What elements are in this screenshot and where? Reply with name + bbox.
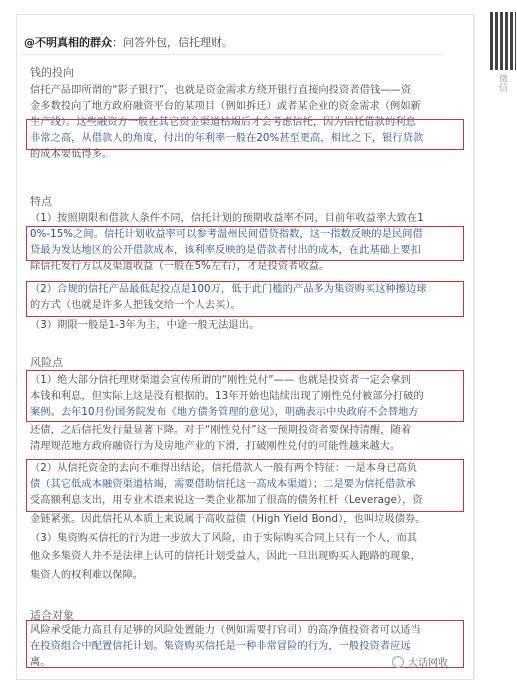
paragraph-line: （3）集资购买信托的行为进一步放大了风险，由于实际购买合同上只有一个人，而其 [30, 533, 418, 544]
paragraph-line: 信托产品即所谓的“影子银行”，也就是资金需求方绕开银行直接向投资者借钱——资 [30, 85, 412, 96]
paragraph-line: 清理规范地方政府融资行为及房地产业的下滑，打破刚性兑付的可能性越来越大。 [30, 441, 401, 452]
author-bio: ：问答外包，信托理财。 [112, 36, 233, 49]
answer-header [24, 34, 233, 50]
paragraph-line: 债（其它低成本融资渠道枯竭，需要借助信托这一高成本渠道）；二是要为信托借款承 [30, 479, 416, 490]
paragraph-line: 在投资组合中配置信托计划。集资购买信托是一种非常冒险的行为，一般投资者应远 [30, 641, 411, 652]
highlight-box [26, 281, 464, 317]
author-name[interactable]: @不明真相的群众 [24, 36, 112, 49]
paragraph-line: 除信托发行方以及渠道收益（一般在5%左右），才是投资者收益。 [30, 261, 330, 272]
paragraph-line: （3）期限一般是1-3年为主，中途一般无法退出。 [30, 320, 260, 331]
section-title-suitable: 适合对象 [30, 609, 74, 622]
paragraph-line: 本钱和利息，但实际上这是没有根据的。13年开始也陆续出现了刚性兑付被部分打破的 [30, 391, 424, 402]
section-title-investment: 钱的投向 [30, 66, 74, 79]
qr-code-icon[interactable] [490, 12, 516, 70]
paragraph-line: （2）从信托资金的去向不难得出结论，信托借款人一般有两个特征：一是本身已高负 [30, 463, 418, 474]
qr-label: 微信 [497, 74, 507, 92]
section-title-risks: 风险点 [30, 356, 63, 369]
paragraph-line: 贷最为发达地区的公开借款成本，该利率反映的是借款者付出的成本，在此基础上要扣 [30, 245, 421, 256]
paragraph-line: 风险承受能力高且有足够的风险处置能力（例如需要打官司）的高净值投资者可以适当 [30, 625, 421, 636]
paragraph-line: （1）绝大部分信托理财渠道会宣传所谓的“刚性兑付”—— 也就是投资者一定会拿到 [30, 375, 411, 386]
wechat-icon [392, 656, 404, 668]
paragraph-line: （1）按照期限和借款人条件不同，信托计划的预期收益率不同，目前年收益率大致在1 [30, 213, 424, 224]
highlight-box [26, 119, 464, 150]
highlight-box [26, 459, 464, 512]
paragraph-line: 非常之高，从借款人的角度，付出的年利率一般在20%甚至更高，相比之下，银行贷款 [30, 133, 424, 144]
paragraph-line: 的方式（也就是许多人把钱交给一个人去买）。 [30, 300, 241, 311]
paragraph-line: 还债，之后信托发行量显著下降。对于“刚性兑付”这一预期投资者要保持清醒，随着 [30, 425, 412, 436]
header-divider [22, 54, 442, 55]
paragraph-line: 0%-15%之间。信托计划收益率可以参考温州民间借贷指数，这一指数反映的是民间借 [30, 229, 423, 240]
paragraph-line: 生产线）。这些融资方一般在其它资金渠道枯竭后才会考虑信托，因为信托借款的利息 [30, 117, 416, 128]
highlight-box [26, 370, 464, 422]
highlight-box [26, 226, 464, 261]
paragraph-line: 金多数投向了地方政府融资平台的某项目（例如拆迁）或者某企业的资金需求（例如新 [30, 101, 421, 112]
divider [474, 14, 475, 678]
paragraph-line: （2）合规的信托产品最低起投点是100万，低于此门槛的产品多为集资购买这种擦边球 [30, 284, 427, 295]
paragraph-line: 他众多集资人并不是法律上认可的信托计划受益人，因此一旦出现购买人跑路的现象， [30, 551, 421, 562]
paragraph-line: 受高额利息支出，用专业术语来说这一类企业都加了很高的债务杠杆（Leverage），资 [30, 495, 423, 506]
paragraph-line: 集资人的权利难以保障。 [30, 570, 144, 581]
watermark [392, 654, 448, 669]
watermark-text: 大话网收 [408, 658, 448, 669]
paragraph-line: 金链紧张。因此信托从本质上来说属于高收益债（High Yield Bond），也叫垃圾债券。 [30, 514, 426, 525]
paragraph-line: 案例。去年10月份国务院发布《地方债务管理的意见》，明确表示中央政府不会替地方 [30, 407, 419, 418]
paragraph-line: 的成本要低得多。 [30, 149, 113, 160]
paragraph-line: 离。 [30, 657, 51, 668]
section-title-features: 特点 [30, 195, 52, 208]
